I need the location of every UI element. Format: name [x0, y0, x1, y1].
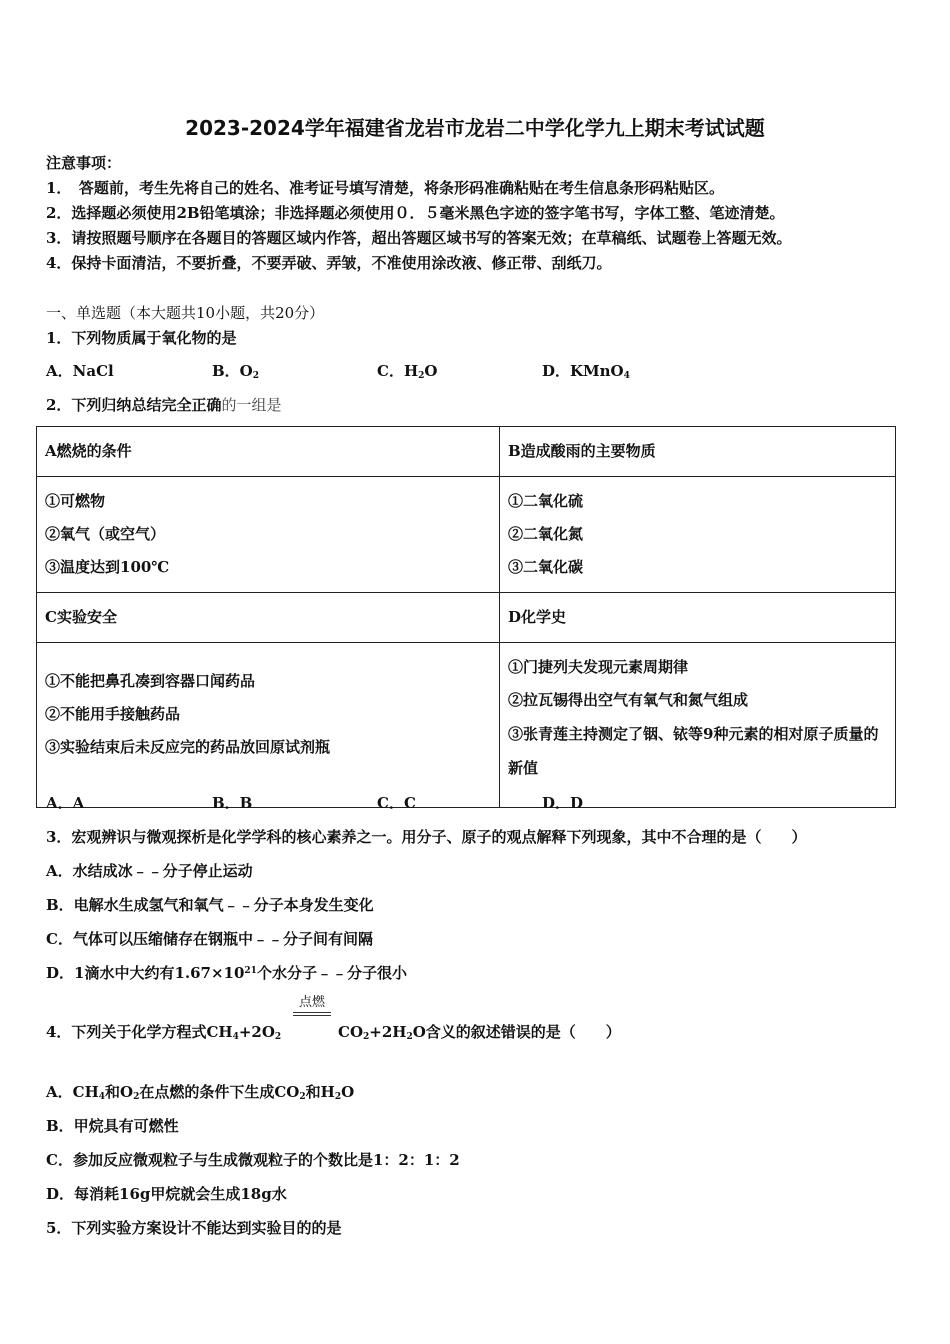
q4-stem-right: $CO_2+2H_2O$含义的叙述错误的是（ ）	[338, 1023, 621, 1042]
d-item: ①门捷列夫发现元素周期律	[508, 658, 689, 676]
q1-option-b: B．$O_2$	[212, 362, 260, 381]
notice-heading: 注意事项：	[46, 154, 122, 172]
q3-option-b: B．电解水生成氢气和氧气﹣﹣分子本身发生变化	[46, 896, 374, 914]
q2-option-b: B．B	[212, 794, 253, 812]
cell-b-items	[500, 477, 896, 593]
c-item: ③实验结束后未反应完的药品放回原试剂瓶	[45, 738, 331, 756]
q2-table	[36, 426, 896, 808]
q4-option-a: A．$CH_4$和$O_2$在点燃的条件下生成$CO_2$和$H_2O$	[46, 1083, 355, 1102]
q4-option-d: D．每消耗16g甲烷就会生成18g水	[46, 1185, 287, 1203]
c-item: ①不能把鼻孔凑到容器口闻药品	[45, 672, 256, 690]
q2-option-c: C．C	[377, 794, 416, 812]
d-item: ②拉瓦锡得出空气有氧气和氮气组成	[508, 691, 749, 709]
q4-stem-left: 4．下列关于化学方程式$CH_4+2O_2$	[46, 1023, 282, 1042]
a-item: ③温度达到100℃	[45, 558, 170, 576]
a-item: ②氧气（或空气）	[45, 525, 166, 543]
q4-option-c: C．参加反应微观粒子与生成微观粒子的个数比是1：2：1：2	[46, 1151, 460, 1169]
q1-stem: 1．下列物质属于氧化物的是	[46, 329, 237, 347]
d-item: ③张青莲主持测定了铟、铱等9种元素的相对原子质量的新值	[508, 725, 879, 777]
cell-a-items	[37, 477, 500, 593]
section-heading: 一、单选题（本大题共10小题，共20分）	[46, 304, 325, 322]
notice-item-1: 1． 答题前，考生先将自己的姓名、准考证号填写清楚，将条形码准确粘贴在考生信息条形码粘贴区。	[46, 179, 724, 197]
q2-option-d: D．D	[542, 794, 584, 812]
a-item: ①可燃物	[45, 492, 106, 510]
b-item: ③二氧化碳	[508, 558, 584, 576]
q4-option-b: B．甲烷具有可燃性	[46, 1117, 179, 1135]
q1-option-c: C．$H_2O$	[377, 362, 438, 381]
notice-item-2: 2．选择题必须使用2B铅笔填涂；非选择题必须使用０．５毫米黑色字迹的签字笔书写，字体工整、笔迹清楚。	[46, 204, 785, 222]
page-title: 2023-2024学年福建省龙岩市龙岩二中学化学九上期末考试试题	[185, 116, 765, 140]
cell-c-title: C实验安全	[37, 593, 500, 643]
cell-d-items	[500, 643, 896, 808]
q2-stem: 2．下列归纳总结完全正确的一组是	[46, 396, 282, 414]
notice-item-4: 4．保持卡面清洁，不要折叠，不要弄破、弄皱，不准使用涂改液、修正带、刮纸刀。	[46, 254, 612, 272]
b-item: ②二氧化氮	[508, 525, 584, 543]
double-line-icon	[293, 1012, 331, 1016]
q1-option-a: A．NaCl	[46, 362, 114, 380]
q3-option-a: A．水结成冰﹣﹣分子停止运动	[46, 862, 253, 880]
condition-label: 点燃	[298, 995, 325, 1010]
q2-option-a: A．A	[46, 794, 85, 812]
notice-item-3: 3．请按照题号顺序在各题目的答题区域内作答，超出答题区域书写的答案无效；在草稿纸、试题卷上答题无效。	[46, 229, 792, 247]
cell-d-title: D化学史	[500, 593, 896, 643]
q3-option-d: D．1滴水中大约有$1.67\times 10^{21}$个水分子﹣﹣分子很小	[46, 964, 407, 982]
q5-stem: 5．下列实验方案设计不能达到实验目的的是	[46, 1219, 342, 1237]
q1-option-d: D．KMnO$_4$	[542, 362, 630, 381]
q3-stem: 3．宏观辨识与微观探析是化学学科的核心素养之一。用分子、原子的观点解释下列现象，其中不合理的是（ ）	[46, 828, 807, 846]
reaction-condition	[293, 996, 331, 1016]
c-item: ②不能用手接触药品	[45, 705, 181, 723]
cell-c-items	[37, 643, 500, 808]
cell-a-title: A燃烧的条件	[37, 427, 500, 477]
b-item: ①二氧化硫	[508, 492, 584, 510]
cell-b-title: B造成酸雨的主要物质	[500, 427, 896, 477]
q3-option-c: C．气体可以压缩储存在钢瓶中﹣﹣分子间有间隔	[46, 930, 373, 948]
